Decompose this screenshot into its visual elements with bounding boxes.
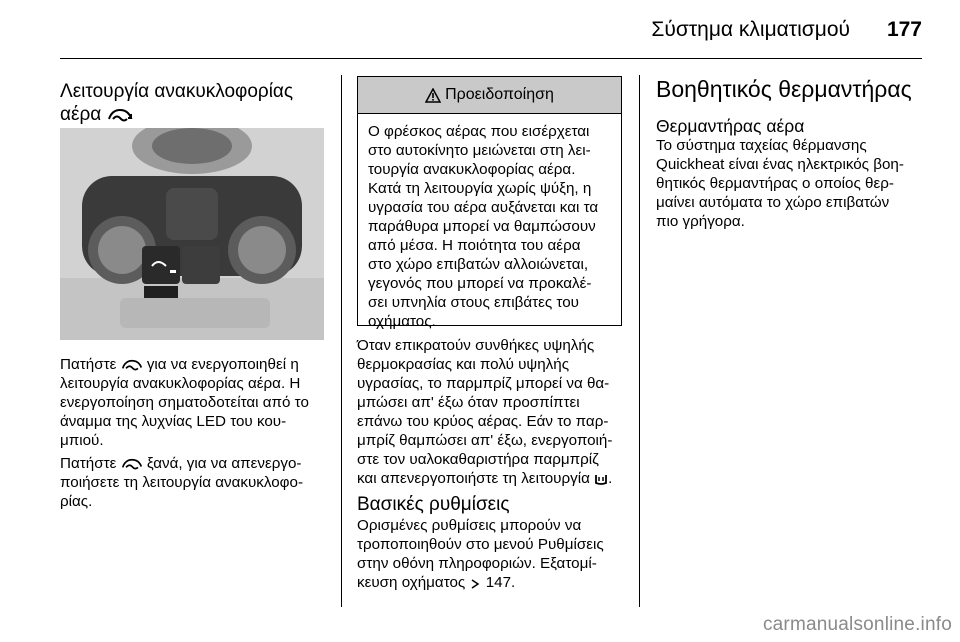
text-line: σει υπνηλία στους επιβάτες του (368, 294, 579, 311)
text-line: Όταν επικρατούν συνθήκες υψηλής (357, 337, 595, 354)
recirculation-icon (121, 457, 143, 471)
control-panel-photo (60, 128, 324, 340)
warning-header (358, 77, 621, 114)
text-line: οχήματος. (368, 313, 436, 330)
recirculation-icon (121, 358, 143, 372)
text-line: υγρασίας, το παρμπρίζ μπορεί να θα- (357, 375, 610, 392)
text-line: παράθυρα μπορεί να θαμπώσουν (368, 218, 596, 235)
text-line: Κατά τη λειτουργία χωρίς ψύξη, η (368, 180, 592, 197)
page-reference[interactable]: 147. (485, 574, 516, 591)
text-line: επάνω του κρύος αέρας. Εάν το παρ- (357, 413, 609, 430)
running-header-title: Σύστημα κλιματισμού (651, 18, 850, 41)
heading-line: αέρα (60, 103, 330, 126)
text-line: στο αυτοκίνητο μειώνεται στη λει- (368, 142, 591, 159)
text-line: ποιήσετε τη λειτουργία ανακυκλοφο- (60, 474, 304, 491)
text-line: στε τον υαλοκαθαριστήρα παρμπρίζ (357, 451, 599, 468)
text-line: Το σύστημα ταχείας θέρμανσης (656, 137, 867, 154)
text-line: λειτουργία ανακυκλοφορίας αέρα. Η (60, 375, 301, 392)
text-line: κευση οχήματος 147. (357, 574, 516, 591)
page-reference-arrow-icon (469, 578, 481, 590)
text-line: θητικός θερμαντήρας ο οποίος θερ- (656, 175, 894, 192)
text-line: μπιού. (60, 432, 104, 449)
text-line: στην οθόνη πληροφοριών. Εξατομί- (357, 555, 597, 572)
text-line: μαίνει αυτόματα το χώρο επιβατών (656, 194, 890, 211)
text-line: υγρασία του αέρα αυξάνεται και τα (368, 199, 599, 216)
text-line: μπρίζ θαμπώσει απ' έξω, ενεργοποιή- (357, 432, 613, 449)
warning-box (357, 76, 622, 330)
text-line: θερμοκρασίας και πολύ υψηλής (357, 356, 570, 373)
control-panel-illustration (60, 128, 324, 340)
column-divider (341, 75, 342, 607)
text-line: στο χώρο επιβατών αλλοιώνεται, (368, 256, 589, 273)
recirculation-icon (107, 107, 133, 123)
page-number: 177 (886, 18, 922, 41)
section-basic-settings (357, 493, 632, 592)
text-line: ενεργοποίηση σηματοδοτείται από το (60, 394, 309, 411)
heading-line: Λειτουργία ανακυκλοφορίας (60, 81, 294, 102)
text-line: Ο φρέσκος αέρας που εισέρχεται (368, 123, 590, 140)
text-line: γεγονός που μπορεί να προκαλέ- (368, 275, 592, 292)
text-line: Ορισμένες ρυθμίσεις μπορούν να (357, 517, 582, 534)
warning-triangle-icon (425, 88, 441, 103)
watermark: carmanualsonline.info (762, 614, 952, 635)
section-heading-recirculation (60, 80, 330, 126)
text-line: πιο γρήγορα. (656, 213, 745, 230)
warning-title: Προειδοποίηση (445, 86, 554, 103)
paragraph-deactivate (60, 454, 330, 511)
text-line: από μέσα. Η ποιότητα του αέρα (368, 237, 581, 254)
header-rule (60, 58, 922, 59)
subheading: Βασικές ρυθμίσεις (357, 494, 510, 515)
paragraph-windscreen (357, 336, 632, 488)
text-line: Πατήστε για να ενεργοποιηθεί η (60, 356, 299, 373)
text-line: τουργία ανακυκλοφορίας αέρα. (368, 161, 576, 178)
text-line: και απενεργοποιήστε τη λειτουργία . (357, 470, 613, 487)
text-line: Πατήστε ξανά, για να απενεργο- (60, 455, 302, 472)
section-auxiliary-heater (656, 76, 946, 231)
paragraph-activate (60, 355, 330, 450)
warning-body (358, 114, 621, 331)
text-line: ρίας. (60, 493, 93, 510)
windscreen-dehumidify-icon (594, 472, 608, 486)
text-line: τροποποιηθούν στο μενού Ρυθμίσεις (357, 536, 604, 553)
column-divider (639, 75, 640, 607)
text-line: μπώσει απ' έξω όταν προσπίπτει (357, 394, 580, 411)
text-line: άναμμα της λυχνίας LED του κου- (60, 413, 287, 430)
text-line: Quickheat είναι ένας ηλεκτρικός βοη- (656, 156, 904, 173)
subheading: Θερμαντήρας αέρα (656, 116, 805, 136)
section-heading: Βοηθητικός θερμαντήρας (656, 76, 912, 102)
